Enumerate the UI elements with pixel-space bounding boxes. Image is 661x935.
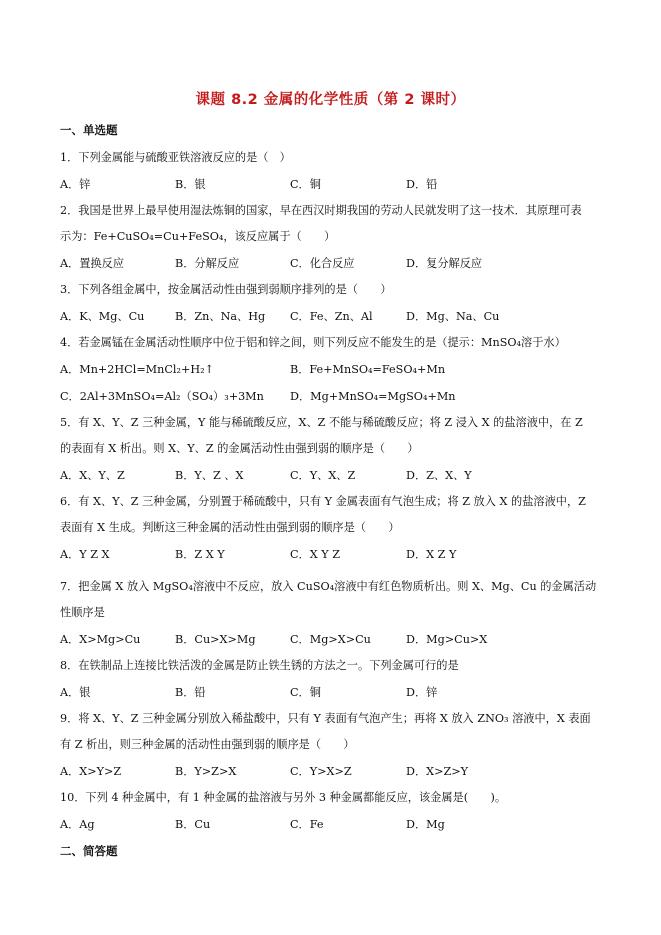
question-7-text-line2: 性顺序是 (60, 606, 105, 619)
section-heading-short-answer: 二、简答题 (60, 844, 118, 858)
q4-option-b: B．Fe+MnSO₄=FeSO₄+Mn (290, 363, 446, 376)
question-5-text-line1: 5．有 X、Y、Z 三种金属，Y 能与稀硫酸反应，X、Z 不能与稀硫酸反应；将 Z 浸入 X 的盐溶液中，在 Z (60, 416, 583, 429)
q2-option-d: D．复分解反应 (406, 257, 483, 270)
q10-option-c: C．Fe (290, 818, 324, 831)
q4-option-a: A．Mn+2HCl=MnCl₂+H₂↑ (60, 363, 214, 376)
q6-option-c: C．X Y Z (290, 548, 340, 561)
question-8-text: 8．在铁制品上连接比铁活泼的金属是防止铁生锈的方法之一。下列金属可行的是 (60, 659, 459, 672)
q1-option-d: D．铅 (406, 178, 438, 191)
q8-option-c: C．铜 (290, 686, 321, 699)
question-10-text: 10．下列 4 种金属中，有 1 种金属的盐溶液与另外 3 种金属都能反应，该金属是( )。 (60, 791, 507, 804)
q5-option-c: C．Y、X、Z (290, 469, 356, 482)
q3-option-d: D．Mg、Na、Cu (406, 310, 500, 323)
question-9-text-line1: 9．将 X、Y、Z 三种金属分别放入稀盐酸中，只有 Y 表面有气泡产生；再将 X 放入 ZNO₃ 溶液中，X 表面 (60, 712, 591, 725)
q1-option-b: B．银 (175, 178, 206, 191)
question-2-text-line1: 2．我国是世界上最早使用湿法炼铜的国家，早在西汉时期我国的劳动人民就发明了这一技术．其原理可表 (60, 204, 582, 217)
q10-option-b: B．Cu (175, 818, 211, 831)
q5-option-d: D．Z、X、Y (406, 469, 472, 482)
q4-option-d: D．Mg+MnSO₄=MgSO₄+Mn (290, 390, 456, 403)
q8-option-a: A．银 (60, 686, 91, 699)
q6-option-d: D．X Z Y (406, 548, 457, 561)
q10-option-a: A．Ag (60, 818, 95, 831)
question-3-text: 3．下列各组金属中，按金属活动性由强到弱顺序排列的是（ ） (60, 283, 392, 296)
section-heading-single-choice: 一、单选题 (60, 123, 118, 137)
q7-option-b: B．Cu>X>Mg (175, 633, 256, 646)
question-4-text: 4．若金属锰在金属活动性顺序中位于铝和锌之间，则下列反应不能发生的是（提示：MnSO₄溶于水） (60, 336, 566, 349)
q7-option-a: A．X>Mg>Cu (60, 633, 141, 646)
q8-option-b: B．铅 (175, 686, 206, 699)
question-2-text-line2: 示为：Fe+CuSO₄=Cu+FeSO₄，该反应属于（ ） (60, 230, 336, 243)
q10-option-d: D．Mg (406, 818, 445, 831)
q2-option-c: C．化合反应 (290, 257, 355, 270)
question-6-text-line2: 表面有 X 生成。判断这三种金属的活动性由强到弱的顺序是（ ） (60, 521, 400, 534)
q3-option-a: A．K、Mg、Cu (60, 310, 145, 323)
q2-option-b: B．分解反应 (175, 257, 240, 270)
q4-option-c: C．2Al+3MnSO₄=Al₂（SO₄）₃+3Mn (60, 390, 264, 403)
q7-option-d: D．Mg>Cu>X (406, 633, 488, 646)
q1-option-c: C．铜 (290, 178, 321, 191)
question-9-text-line2: 有 Z 析出，则三种金属的活动性由强到弱的顺序是（ ） (60, 738, 355, 751)
q1-option-a: A．锌 (60, 178, 91, 191)
q8-option-d: D．锌 (406, 686, 438, 699)
q3-option-b: B．Zn、Na、Hg (175, 310, 266, 323)
q6-option-a: A．Y Z X (60, 548, 110, 561)
q2-option-a: A．置换反应 (60, 257, 125, 270)
q7-option-c: C．Mg>X>Cu (290, 633, 371, 646)
page-title: 课题 8.2 金属的化学性质（第 2 课时） (195, 92, 466, 108)
question-7-text-line1: 7．把金属 X 放入 MgSO₄溶液中不反应，放入 CuSO₄溶液中有红色物质析出。则 X、Mg、Cu 的金属活动 (60, 580, 597, 593)
q9-option-a: A．X>Y>Z (60, 765, 122, 778)
q6-option-b: B．Z X Y (175, 548, 225, 561)
question-1-text: 1．下列金属能与硫酸亚铁溶液反应的是（ ） (60, 151, 291, 164)
q9-option-b: B．Y>Z>X (175, 765, 237, 778)
q3-option-c: C．Fe、Zn、Al (290, 310, 373, 323)
question-6-text-line1: 6．有 X、Y、Z 三种金属，分别置于稀硫酸中，只有 Y 金属表面有气泡生成；将 Z 放入 X 的盐溶液中，Z (60, 495, 586, 508)
q5-option-b: B．Y、Z 、X (175, 469, 244, 482)
q9-option-c: C．Y>X>Z (290, 765, 352, 778)
q9-option-d: D．X>Z>Y (406, 765, 469, 778)
question-5-text-line2: 的表面有 X 析出。则 X、Y、Z 的金属活动性由强到弱的顺序是（ ） (60, 442, 419, 455)
q5-option-a: A．X、Y、Z (60, 469, 125, 482)
